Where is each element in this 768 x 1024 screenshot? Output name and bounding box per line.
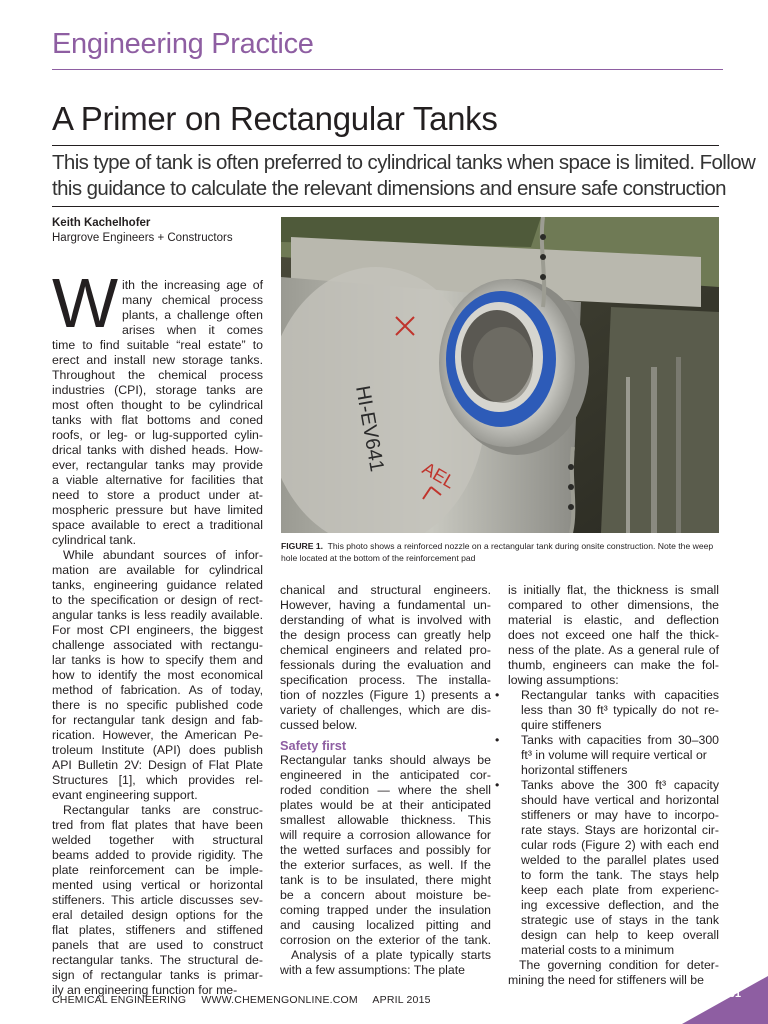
body-line: to form the tank. The stays help xyxy=(521,868,719,882)
body-line: the wetted surfaces and possibly for xyxy=(280,843,491,857)
body-line: fessionals during the evaluation and xyxy=(280,658,491,672)
body-line: rate stays. Stays are horizontal cir- xyxy=(521,823,719,837)
body-line: material is elastic, and deflection xyxy=(508,613,719,627)
body-line: mation are available for cylindrical xyxy=(52,563,263,577)
body-line: coming trapped under the insulation xyxy=(280,903,491,917)
body-line: roded condition — where the shell xyxy=(280,783,491,797)
body-line: ith the increasing age of xyxy=(122,278,263,292)
body-line: rication. However, the American Pe- xyxy=(52,728,263,742)
photo-marking-ael: AEL xyxy=(419,458,459,493)
bullet-item: • Tanks with capacities from 30–300 xyxy=(508,733,719,748)
body-line: challenge associated with rectangu- xyxy=(52,638,263,652)
body-line: eral detailed design options for the xyxy=(52,908,263,922)
body-line: tred from flat plates that have been xyxy=(52,818,263,832)
article-deck xyxy=(52,150,756,202)
body-line: Rectangular tanks are construc- xyxy=(63,803,263,817)
body-line: most often thought to be cylindrical xyxy=(52,398,263,412)
body-line: API Bulletin 2V: Design of Flat Plate xyxy=(52,758,263,772)
body-line: welded to the parallel plates used xyxy=(521,853,719,867)
body-line: tanks with flat bottoms and coned xyxy=(52,413,263,427)
body-line: troleum Institute (API) does publish xyxy=(52,743,263,757)
body-line: While abundant sources of infor- xyxy=(63,548,263,562)
body-line: ness of the plate. As a general rule of xyxy=(508,643,719,657)
body-line: ing excessive deflection, and the xyxy=(521,898,719,912)
body-line: many chemical process xyxy=(122,293,263,307)
body-line: smallest allowable thickness. This xyxy=(280,813,491,827)
body-line: cylindrical tank. xyxy=(52,533,137,547)
footer-date: APRIL 2015 xyxy=(372,994,431,1006)
page-corner-tab xyxy=(682,976,768,1024)
tank-nozzle-image xyxy=(281,217,719,533)
body-line: lar tanks is how to specify them and xyxy=(52,653,263,667)
body-line: angular tanks is less readily available. xyxy=(52,608,263,622)
body-line: keep each plate from experienc- xyxy=(521,883,719,897)
figure-caption-text: This photo shows a reinforced nozzle on a rectangular tank during onsite construction. Note the weep hole located at the bottom of the reinforcement pad xyxy=(281,541,714,563)
body-line: mining the need for stiffeners will be xyxy=(508,973,704,987)
body-line: evant engineering support. xyxy=(52,788,198,802)
body-line: beams added to provide rigidity. The xyxy=(52,848,263,862)
deck-line: this guidance to calculate the relevant dimensions and ensure safe construction xyxy=(52,177,726,200)
body-line: lowing assumptions: xyxy=(508,673,619,687)
body-line: ever, rectangular tanks may provide xyxy=(52,458,263,472)
dropcap: W xyxy=(52,264,119,342)
body-line: However, having a fundamental un- xyxy=(280,598,491,612)
title-rule xyxy=(52,145,719,146)
body-line: will require a corrosion allowance for xyxy=(280,828,491,842)
body-line: drical tanks with dished heads. How- xyxy=(52,443,263,457)
body-line: less than 30 ft³ typically do not re- xyxy=(521,703,719,717)
body-line: rectangular tanks. The structural de- xyxy=(52,953,263,967)
footer-magazine: CHEMICAL ENGINEERING xyxy=(52,994,187,1006)
section-title: Engineering Practice xyxy=(52,28,314,60)
body-line: stiffeners. This article discusses sev- xyxy=(52,893,263,907)
body-line: ily an engineering function for me- xyxy=(52,983,238,997)
body-line: cular rods (Figure 2) with each end xyxy=(521,838,719,852)
body-line: how to identify the most economical xyxy=(52,668,263,682)
body-line: plates would be at their anticipated xyxy=(280,798,491,812)
footer-website: WWW.CHEMENGONLINE.COM xyxy=(201,994,358,1006)
body-line: mospheric pressure but have limited xyxy=(52,503,263,517)
body-line: erect and install new storage tanks. xyxy=(52,353,263,367)
body-line: with a few assumptions: The plate xyxy=(280,963,466,977)
body-line: Structures [1], which provides rel- xyxy=(52,773,263,787)
body-line: tion of nozzles (Figure 1) presents a xyxy=(280,688,491,702)
figure-caption xyxy=(281,541,721,564)
body-line: specification process. The installa- xyxy=(280,673,491,687)
body-line: the exterior surfaces, as well. If the xyxy=(280,858,491,872)
body-line: thumb, engineers can make the fol- xyxy=(508,658,719,672)
body-line: ft³ in volume will require vertical or xyxy=(521,748,707,762)
deck-line: This type of tank is often preferred to cylindrical tanks when space is limited. Follow xyxy=(52,151,756,174)
body-line: panels that are used to construct xyxy=(52,938,263,952)
body-line: time to find suitable “real estate” to xyxy=(52,338,263,352)
body-line: and causing localized pitting and xyxy=(280,918,491,932)
body-line: there is no specific published code xyxy=(52,698,263,712)
body-line: chanical and structural engineers. xyxy=(280,583,491,597)
body-line: welded together with structural xyxy=(52,833,263,847)
body-line: The governing condition for deter- xyxy=(519,958,719,972)
subhead-safety-first: Safety first xyxy=(280,738,347,753)
body-line: does not exceed one half the thick- xyxy=(508,628,719,642)
body-line: corrosion on the exterior of the tank. xyxy=(280,933,491,947)
body-line: Analysis of a plate typically starts xyxy=(291,948,491,962)
body-line: a viable alternative for facilities that xyxy=(52,473,263,487)
body-line: tanks, engineering guidance related xyxy=(52,578,263,592)
body-line: Rectangular tanks should always be xyxy=(280,753,491,767)
column-1 xyxy=(52,278,263,998)
body-line: variety of challenges, which are dis- xyxy=(280,703,491,717)
body-line: derstanding of what is involved with xyxy=(280,613,491,627)
author-affiliation: Hargrove Engineers + Constructors xyxy=(52,232,233,244)
deck-rule xyxy=(52,206,719,207)
body-line: plate reinforcement can be imple- xyxy=(52,863,263,877)
body-line: be a concern about moisture be- xyxy=(280,888,491,902)
body-line: material costs to a minimum xyxy=(521,943,675,957)
section-rule xyxy=(52,69,723,70)
body-line: to the specification or design of rect- xyxy=(52,593,263,607)
body-line: should have vertical and horizontal xyxy=(521,793,719,807)
body-line: engineered in the anticipated cor- xyxy=(280,768,491,782)
body-line: industries (CPI), storage tanks are xyxy=(52,383,263,397)
body-line: roofs, or leg- or lug-supported cylin- xyxy=(52,428,263,442)
footer xyxy=(52,994,443,1006)
body-line: is initially flat, the thickness is small xyxy=(508,583,719,597)
page-number: 61 xyxy=(728,988,741,1000)
body-line: chemical engineers and related pro- xyxy=(280,643,491,657)
body-line: cussed below. xyxy=(280,718,358,732)
body-line: stiffeners or may have to incorpo- xyxy=(521,808,719,822)
body-line: For most CPI engineers, the biggest xyxy=(52,623,263,637)
body-line: compared to other dimensions, the xyxy=(508,598,719,612)
figure-label: FIGURE 1. xyxy=(281,541,324,551)
body-line: tank is to be insulated, there might xyxy=(280,873,491,887)
body-line: strategic use of stays in the tank xyxy=(521,913,719,927)
body-line: mented using vertical or horizontal xyxy=(52,878,263,892)
body-line: flat plates, stiffeners and stiffened xyxy=(52,923,263,937)
body-line: horizontal stiffeners xyxy=(521,763,628,777)
body-line: sign of rectangular tanks is primar- xyxy=(52,968,263,982)
body-line: space available to erect a traditional xyxy=(52,518,263,532)
body-line: the design process can greatly help xyxy=(280,628,491,642)
body-line: for rectangular tank design and fab- xyxy=(52,713,263,727)
bullet-item: • Tanks above the 300 ft³ capacity xyxy=(508,778,719,793)
figure-photo xyxy=(281,217,719,533)
bullet-item: • Rectangular tanks with capacities xyxy=(508,688,719,703)
body-line: design can help to keep overall xyxy=(521,928,719,942)
column-2 xyxy=(280,583,491,978)
column-3 xyxy=(508,583,719,988)
body-line: need to store a product under at- xyxy=(52,488,263,502)
body-line: plants, a challenge often xyxy=(122,308,263,322)
body-line: arises when it comes xyxy=(122,323,263,337)
photo-marking-id: HI-EV641 xyxy=(351,384,388,474)
body-line: quire stiffeners xyxy=(521,718,602,732)
body-line: Throughout the chemical process xyxy=(52,368,263,382)
author-name: Keith Kachelhofer xyxy=(52,217,151,229)
article-title: A Primer on Rectangular Tanks xyxy=(52,100,498,137)
body-line: method of fabrication. As of today, xyxy=(52,683,263,697)
